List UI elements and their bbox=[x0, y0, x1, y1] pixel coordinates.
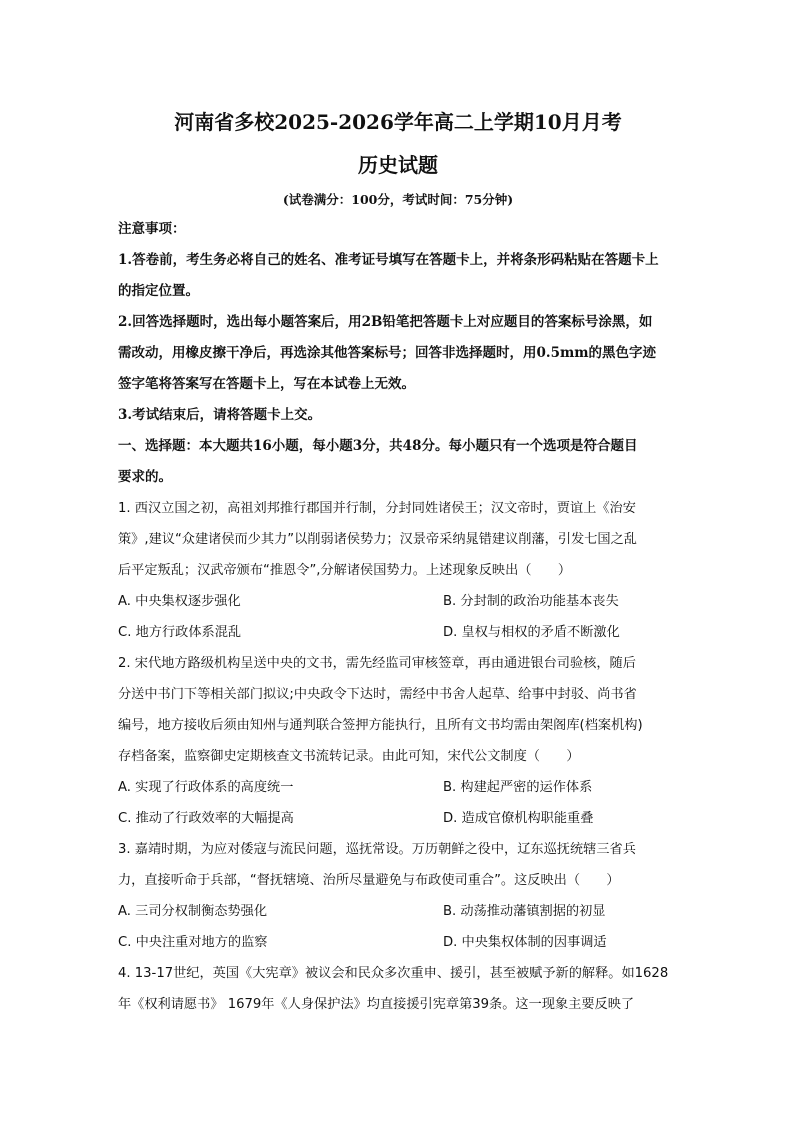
option-a: A. 三司分权制衡态势强化 bbox=[118, 904, 268, 919]
section-heading: 一、选择题：本大题共16小题，每小题3分，共48分。每小题只有一个选项是符合题目 bbox=[118, 438, 638, 454]
options-row bbox=[118, 586, 678, 617]
option-c: C. 地方行政体系混乱 bbox=[118, 625, 242, 640]
question-text: 2. 宋代地方路级机构呈送中央的文书，需先经监司审核签章，再由通进银台司验核，随后 bbox=[118, 656, 636, 671]
options-row bbox=[118, 772, 678, 803]
note-item-1: 1.答卷前，考生务必将自己的姓名、准考证号填写在答题卡上，并将条形码粘贴在答题卡上 bbox=[118, 252, 659, 268]
exam-subject-title: 历史试题 bbox=[358, 153, 438, 177]
options-row bbox=[118, 803, 678, 834]
question-text: 分送中书门下等相关部门拟议;中央政令下达时，需经中书舍人起草、给事中封驳、尚书省 bbox=[118, 687, 637, 702]
option-a: A. 实现了行政体系的高度统一 bbox=[118, 780, 294, 795]
question-text: 存档备案，监察御史定期核查文书流转记录。由此可知，宋代公文制度（ ） bbox=[118, 749, 580, 764]
question-text: 4. 13-17世纪，英国《大宪章》被议会和民众多次重申、援引，甚至被赋予新的解释。如1628 bbox=[118, 966, 669, 981]
question-1 bbox=[118, 493, 678, 648]
question-text: 力，直接听命于兵部，“督抚辖境、治所尽量避免与布政使司重合”。这反映出（ ） bbox=[118, 873, 620, 888]
notes-section bbox=[118, 214, 678, 431]
options-row bbox=[118, 927, 678, 958]
question-3 bbox=[118, 834, 678, 958]
option-a: A. 中央集权逐步强化 bbox=[118, 594, 241, 609]
question-text: 编号，地方接收后须由知州与通判联合签押方能执行，且所有文书均需由架阁库(档案机构) bbox=[118, 718, 643, 733]
option-d: D. 皇权与相权的矛盾不断激化 bbox=[443, 625, 620, 640]
option-c: C. 推动了行政效率的大幅提高 bbox=[118, 811, 294, 826]
section-heading-cont: 要求的。 bbox=[118, 469, 172, 485]
options-row bbox=[118, 896, 678, 927]
option-b: B. 构建起严密的运作体系 bbox=[443, 780, 593, 795]
note-item-2-cont2: 签字笔将答案写在答题卡上，写在本试卷上无效。 bbox=[118, 376, 415, 392]
question-text: 3. 嘉靖时期，为应对倭寇与流民问题，巡抚常设。万历朝鲜之役中，辽东巡抚统辖三省兵 bbox=[118, 842, 636, 857]
question-4 bbox=[118, 958, 678, 1020]
notes-heading: 注意事项： bbox=[118, 221, 186, 237]
options-row bbox=[118, 617, 678, 648]
exam-info: (试卷满分：100分，考试时间：75分钟) bbox=[282, 192, 514, 207]
option-c: C. 中央注重对地方的监察 bbox=[118, 935, 268, 950]
option-b: B. 动荡推动藩镇割据的初显 bbox=[443, 904, 606, 919]
option-b: B. 分封制的政治功能基本丧失 bbox=[443, 594, 619, 609]
note-item-2: 2.回答选择题时，选出每小题答案后，用2B铅笔把答题卡上对应题目的答案标号涂黑，如 bbox=[118, 314, 653, 330]
exam-title: 河南省多校2025-2026学年高二上学期10月月考 bbox=[174, 110, 622, 134]
note-item-2-cont: 需改动，用橡皮擦干净后，再选涂其他答案标号；回答非选择题时，用0.5mm的黑色字迹 bbox=[118, 345, 657, 361]
option-d: D. 中央集权体制的因事调适 bbox=[443, 935, 607, 950]
question-2 bbox=[118, 648, 678, 834]
note-item-1-cont: 的指定位置。 bbox=[118, 283, 199, 299]
option-d: D. 造成官僚机构职能重叠 bbox=[443, 811, 594, 826]
note-item-3: 3.考试结束后，请将答题卡上交。 bbox=[118, 407, 322, 423]
question-text: 年《权利请愿书》 1679年《人身保护法》均直接援引宪章第39条。这一现象主要反映了 bbox=[118, 997, 635, 1012]
question-text: 策》,建议“众建诸侯而少其力”以削弱诸侯势力；汉景帝采纳晁错建议削藩，引发七国之乱 bbox=[118, 532, 637, 547]
question-text: 1. 西汉立国之初，高祖刘邦推行郡国并行制，分封同姓诸侯王；汉文帝时，贾谊上《治安 bbox=[118, 501, 636, 516]
question-text: 后平定叛乱；汉武帝颁布“推恩令”,分解诸侯国势力。上述现象反映出（ ） bbox=[118, 563, 572, 578]
exam-page bbox=[118, 100, 678, 1020]
